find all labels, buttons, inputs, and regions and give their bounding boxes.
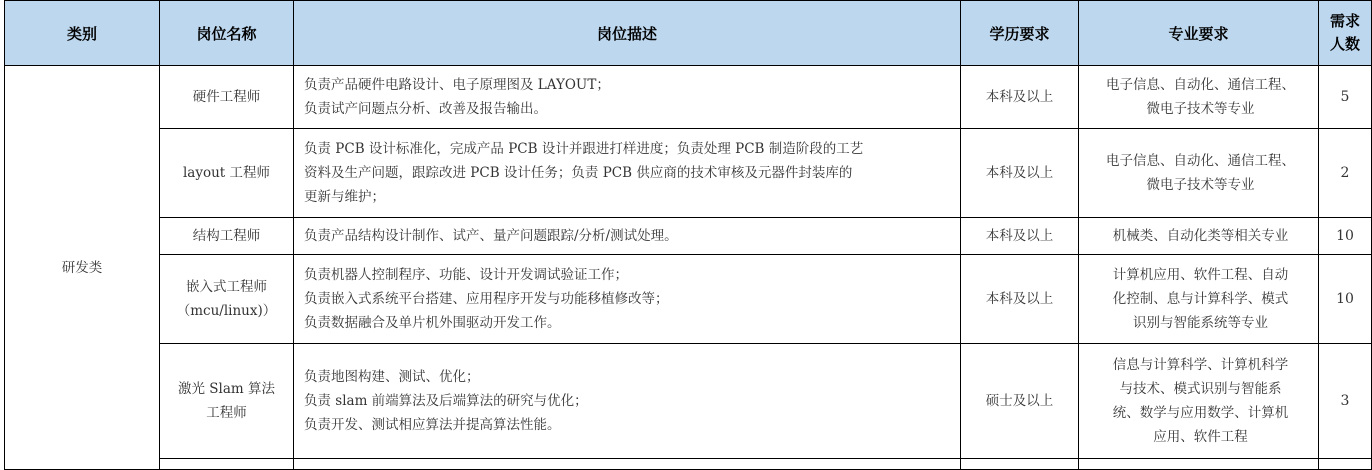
position-line: 硬件工程师 [192, 89, 261, 105]
major-line: 统、数学与应用数学、计算机 [1112, 405, 1289, 421]
position-cell [160, 344, 294, 459]
position-cell [160, 129, 294, 218]
header-description: 岗位描述 [294, 1, 961, 66]
description-cell [294, 129, 961, 218]
header-count-line1: 需求 [1329, 12, 1360, 30]
header-count-line2: 人数 [1329, 35, 1360, 53]
position-line: 嵌入式工程师 [186, 279, 267, 295]
education-cell: 硕士及以上 [961, 344, 1079, 459]
description-line: 负责产品结构设计制作、试产、量产问题跟踪/分析/测试处理。 [304, 228, 678, 244]
header-education: 学历要求 [961, 1, 1079, 66]
position-cell [160, 218, 294, 255]
description-line: 负责 slam 前端算法及后端算法的研究与优化； [304, 393, 588, 409]
job-table-container [4, 0, 1371, 470]
position-line: 工程师 [206, 405, 247, 421]
major-line: 微电子技术等专业 [1146, 177, 1255, 193]
count-cell: 10 [1319, 218, 1372, 255]
header-count [1319, 1, 1372, 66]
position-cell [160, 255, 294, 344]
major-cell-empty [1079, 459, 1319, 470]
description-line: 负责地图构建、测试、优化； [304, 369, 480, 385]
description-line: 更新与维护； [304, 189, 385, 205]
education-cell: 本科及以上 [961, 218, 1079, 255]
major-line: 信息与计算科学、计算机科学 [1112, 357, 1289, 373]
table-row [5, 129, 1372, 218]
position-line: layout 工程师 [182, 165, 271, 181]
position-line: （mcu/linux)） [176, 303, 277, 319]
major-line: 与技术、模式识别与智能系 [1119, 381, 1282, 397]
education-cell: 本科及以上 [961, 66, 1079, 129]
count-cell: 3 [1319, 344, 1372, 459]
education-cell-empty [961, 459, 1079, 470]
description-line: 负责数据融合及单片机外围驱动开发工作。 [304, 315, 561, 331]
position-line: 结构工程师 [192, 228, 261, 244]
job-requirements-table [4, 0, 1372, 470]
count-cell: 2 [1319, 129, 1372, 218]
major-cell [1079, 66, 1319, 129]
major-line: 化控制、息与计算科学、模式 [1112, 291, 1289, 307]
position-cell-empty [160, 459, 294, 470]
description-line: 负责机器人控制程序、功能、设计开发调试验证工作； [304, 267, 628, 283]
description-line: 负责开发、测试相应算法并提高算法性能。 [304, 417, 561, 433]
major-line: 机械类、自动化类等相关专业 [1112, 228, 1289, 244]
major-line: 微电子技术等专业 [1146, 101, 1255, 117]
position-line: 激光 Slam 算法 [178, 381, 275, 397]
header-category: 类别 [5, 1, 160, 66]
major-line: 应用、软件工程 [1153, 429, 1248, 445]
count-cell-empty [1319, 459, 1372, 470]
major-cell [1079, 255, 1319, 344]
count-cell: 10 [1319, 255, 1372, 344]
description-cell [294, 218, 961, 255]
description-cell-empty [294, 459, 961, 470]
table-row [5, 344, 1372, 459]
education-cell: 本科及以上 [961, 255, 1079, 344]
description-cell [294, 344, 961, 459]
major-line: 电子信息、自动化、通信工程、 [1106, 77, 1295, 93]
category-cell: 研发类 [5, 66, 160, 470]
major-cell [1079, 344, 1319, 459]
description-line: 资料及生产问题，跟踪改进 PCB 设计任务；负责 PCB 供应商的技术审核及元器件封装库的 [304, 165, 853, 181]
education-cell: 本科及以上 [961, 129, 1079, 218]
major-cell [1079, 129, 1319, 218]
description-cell [294, 66, 961, 129]
description-line: 负责产品硬件电路设计、电子原理图及 LAYOUT； [304, 77, 610, 93]
description-line: 负责试产问题点分析、改善及报告输出。 [304, 101, 547, 117]
major-line: 识别与智能系统等专业 [1133, 315, 1268, 331]
table-row-partial [5, 459, 1372, 470]
table-header-row [5, 1, 1372, 66]
header-position: 岗位名称 [160, 1, 294, 66]
major-line: 电子信息、自动化、通信工程、 [1106, 153, 1295, 169]
header-major: 专业要求 [1079, 1, 1319, 66]
major-cell [1079, 218, 1319, 255]
table-row [5, 218, 1372, 255]
table-row [5, 66, 1372, 129]
description-line: 负责嵌入式系统平台搭建、应用程序开发与功能移植修改等； [304, 291, 669, 307]
table-row [5, 255, 1372, 344]
description-line: 负责 PCB 设计标准化，完成产品 PCB 设计并跟进打样进度；负责处理 PCB 制造阶段的工艺 [304, 141, 864, 157]
description-cell [294, 255, 961, 344]
count-cell: 5 [1319, 66, 1372, 129]
position-cell [160, 66, 294, 129]
major-line: 计算机应用、软件工程、自动 [1112, 267, 1289, 283]
